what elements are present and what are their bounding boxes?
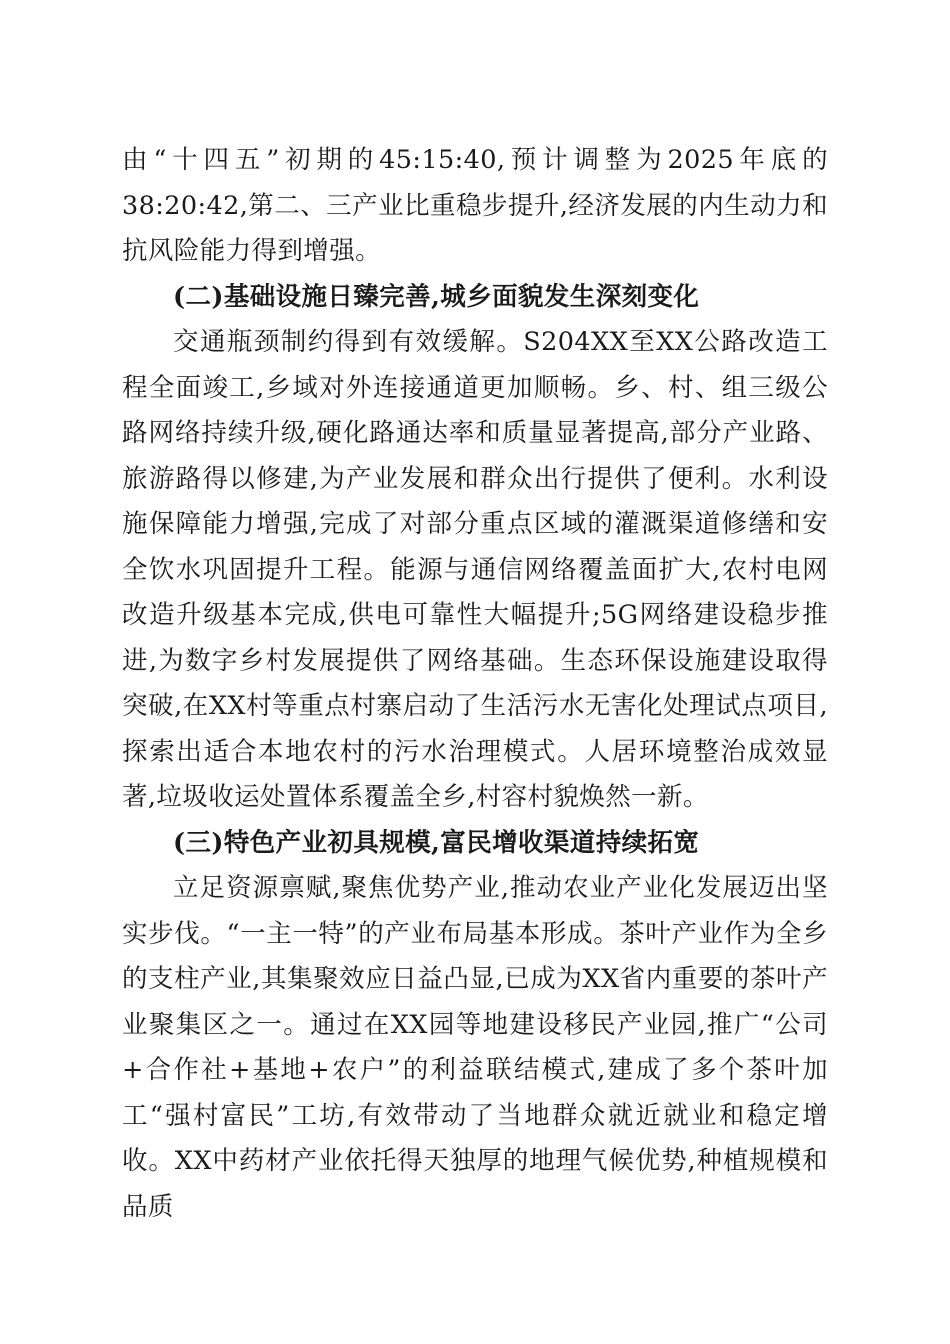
paragraph-industry-structure: 由“十四五”初期的45:15:40,预计调整为2025年底的38:20:42,第二、三产业比重稳步提升,经济发展的内生动力和抗风险能力得到增强。 — [122, 145, 828, 266]
document-body — [122, 138, 828, 1230]
section-heading-infrastructure: (二)基础设施日臻完善,城乡面貌发生深刻变化 — [173, 281, 700, 312]
paragraph-industry: 立足资源禀赋,聚焦优势产业,推动农业产业化发展迈出坚实步伐。“一主一特”的产业布局基本形成。茶叶产业作为全乡的支柱产业,其集聚效应日益凸显,已成为XX省内重要的茶叶产业聚集区之一。通过在XX园等地建设移民产业园,推广“公司+合作社+基地+农户”的利益联结模式,建成了多个茶叶加工“强村富民”工坊,有效带动了当地群众就近就业和稳定增收。XX中药材产业依托得天独厚的地理气候优势,种植规模和品质 — [122, 873, 828, 1222]
paragraph-infrastructure: 交通瓶颈制约得到有效缓解。S204XX至XX公路改造工程全面竣工,乡域对外连接通道更加顺畅。乡、村、组三级公路网络持续升级,硬化路通达率和质量显著提高,部分产业路、旅游路得以修建,为产业发展和群众出行提供了便利。水利设施保障能力增强,完成了对部分重点区域的灌溉渠道修缮和安全饮水巩固提升工程。能源与通信网络覆盖面扩大,农村电网改造升级基本完成,供电可靠性大幅提升;5G网络建设稳步推进,为数字乡村发展提供了网络基础。生态环保设施建设取得突破,在XX村等重点村寨启动了生活污水无害化处理试点项目,探索出适合本地农村的污水治理模式。人居环境整治成效显著,垃圾收运处置体系覆盖全乡,村容村貌焕然一新。 — [122, 327, 828, 812]
section-heading-industry: (三)特色产业初具规模,富民增收渠道持续拓宽 — [173, 827, 700, 858]
